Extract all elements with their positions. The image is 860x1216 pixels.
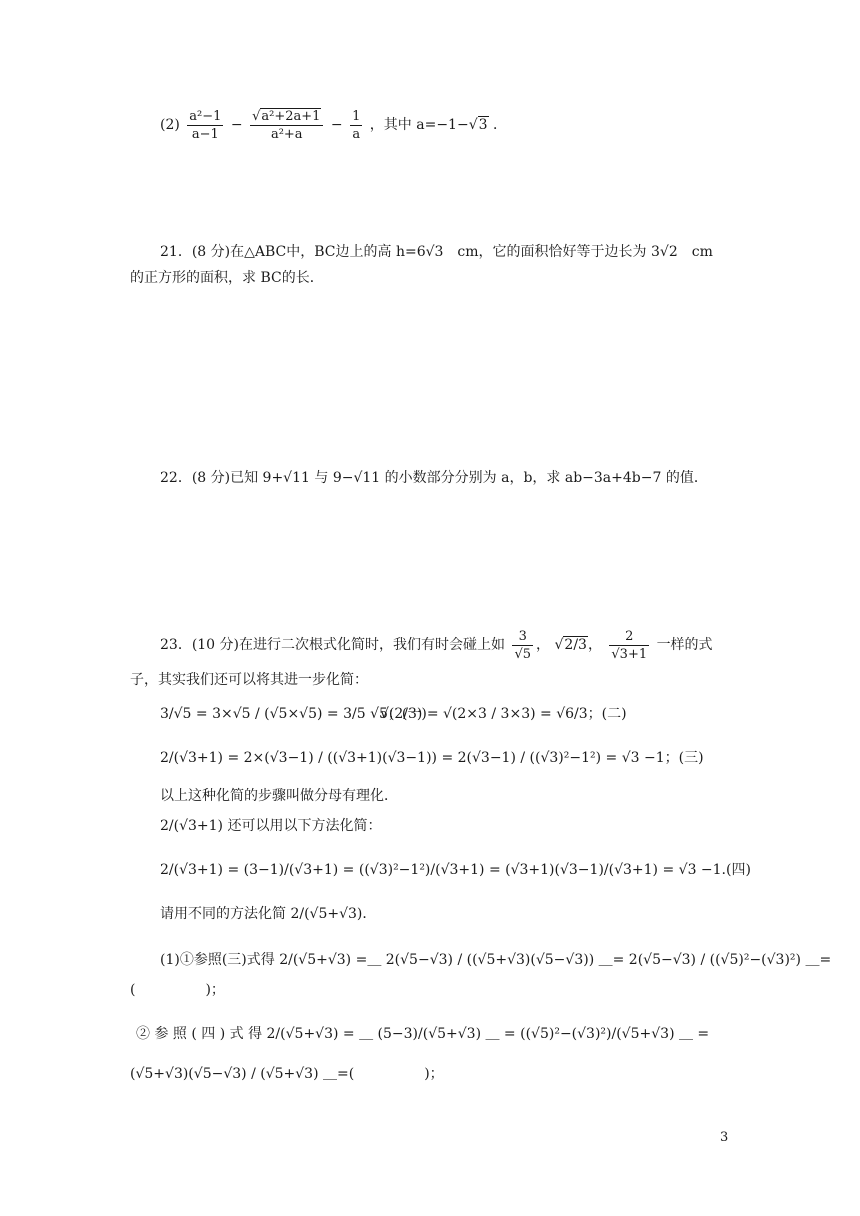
q22-line-1: 22．(8 分)已知 9+√11 与 9−√11 的小数部分分别为 a，b，求 ab−3a+4b−7 的值． <box>160 470 708 486</box>
q23-part1-b: ( )； <box>130 982 225 998</box>
page-number: 3 <box>720 1130 729 1145</box>
q23-eq-2: √(2/3) = √(2×3 / 3×3) = √6/3；(二) <box>380 706 627 722</box>
q20-part2: (2) $\frac{\text{a²−1}}{a-1}$ − √ $\frac{\text{a²+2a+1}}{\text{a²+a}}$ − $\frac{1}{a}$ ，其中 a=−1−√ 3 ． <box>160 102 507 148</box>
q23-part1-a: (1)①参照(三)式得 2/(√5+√3) =＿ 2(√5−√3) / ((√5+√3)(√5−√3)) ＿= 2(√5−√3) / ((√5)²−(√3)²) ＿= <box>160 952 832 968</box>
q21-line-1: 21．(8 分)在△ABC中，BC边上的高 h=6√3 cm，它的面积恰好等于边长为 3√2 cm <box>160 244 713 260</box>
q23-part2-b: (√5+√3)(√5−√3) / (√5+√3) ＿=( )； <box>130 1066 444 1082</box>
q23-line-other: 2/(√3+1) 还可以用以下方法化简： <box>160 818 382 834</box>
q23-eq-3: 2/(√3+1) = 2×(√3−1) / ((√3+1)(√3−1)) = 2(√3−1) / ((√3)²−1²) = √3 −1；(三) <box>160 750 704 766</box>
q23-part2-a: ② 参 照 ( 四 ) 式 得 2/(√5+√3) = ＿ (5−3)/(√5+√3) ＿ = ((√5)²−(√3)²)/(√5+√3) ＿ = <box>136 1026 710 1042</box>
q23-intro: 23．(10 分)在进行二次根式化简时，我们有时会碰上如 $\frac{3}{√5}$ ， √ 2/3， $\frac{2}{√3+1}$ 一样的式 <box>160 622 713 668</box>
q20-label: (2) <box>160 117 180 133</box>
fraction-3: $\frac{1}{a}$ <box>352 108 361 142</box>
fraction-1: $\frac{\text{a²−1}}{a-1}$ <box>189 108 222 142</box>
q23-line-please: 请用不同的方法化简 2/(√5+√3)． <box>160 906 377 922</box>
q23-line-rationalize: 以上这种化简的步骤叫做分母有理化． <box>160 788 398 804</box>
fraction-2: √ $\frac{\text{a²+2a+1}}{\text{a²+a}}$ <box>250 108 323 143</box>
q21-line-2: 的正方形的面积，求 BC的长． <box>130 270 324 286</box>
q23-eq-4: 2/(√3+1) = (3−1)/(√3+1) = ((√3)²−1²)/(√3+1) = (√3+1)(√3−1)/(√3+1) = √3 −1.(四) <box>160 862 751 878</box>
q23-line-2: 子，其实我们还可以将其进一步化简： <box>130 672 368 688</box>
q23-eq-1: 3/√5 = 3×√5 / (√5×√5) = 3/5 √5；(一) <box>160 706 427 722</box>
